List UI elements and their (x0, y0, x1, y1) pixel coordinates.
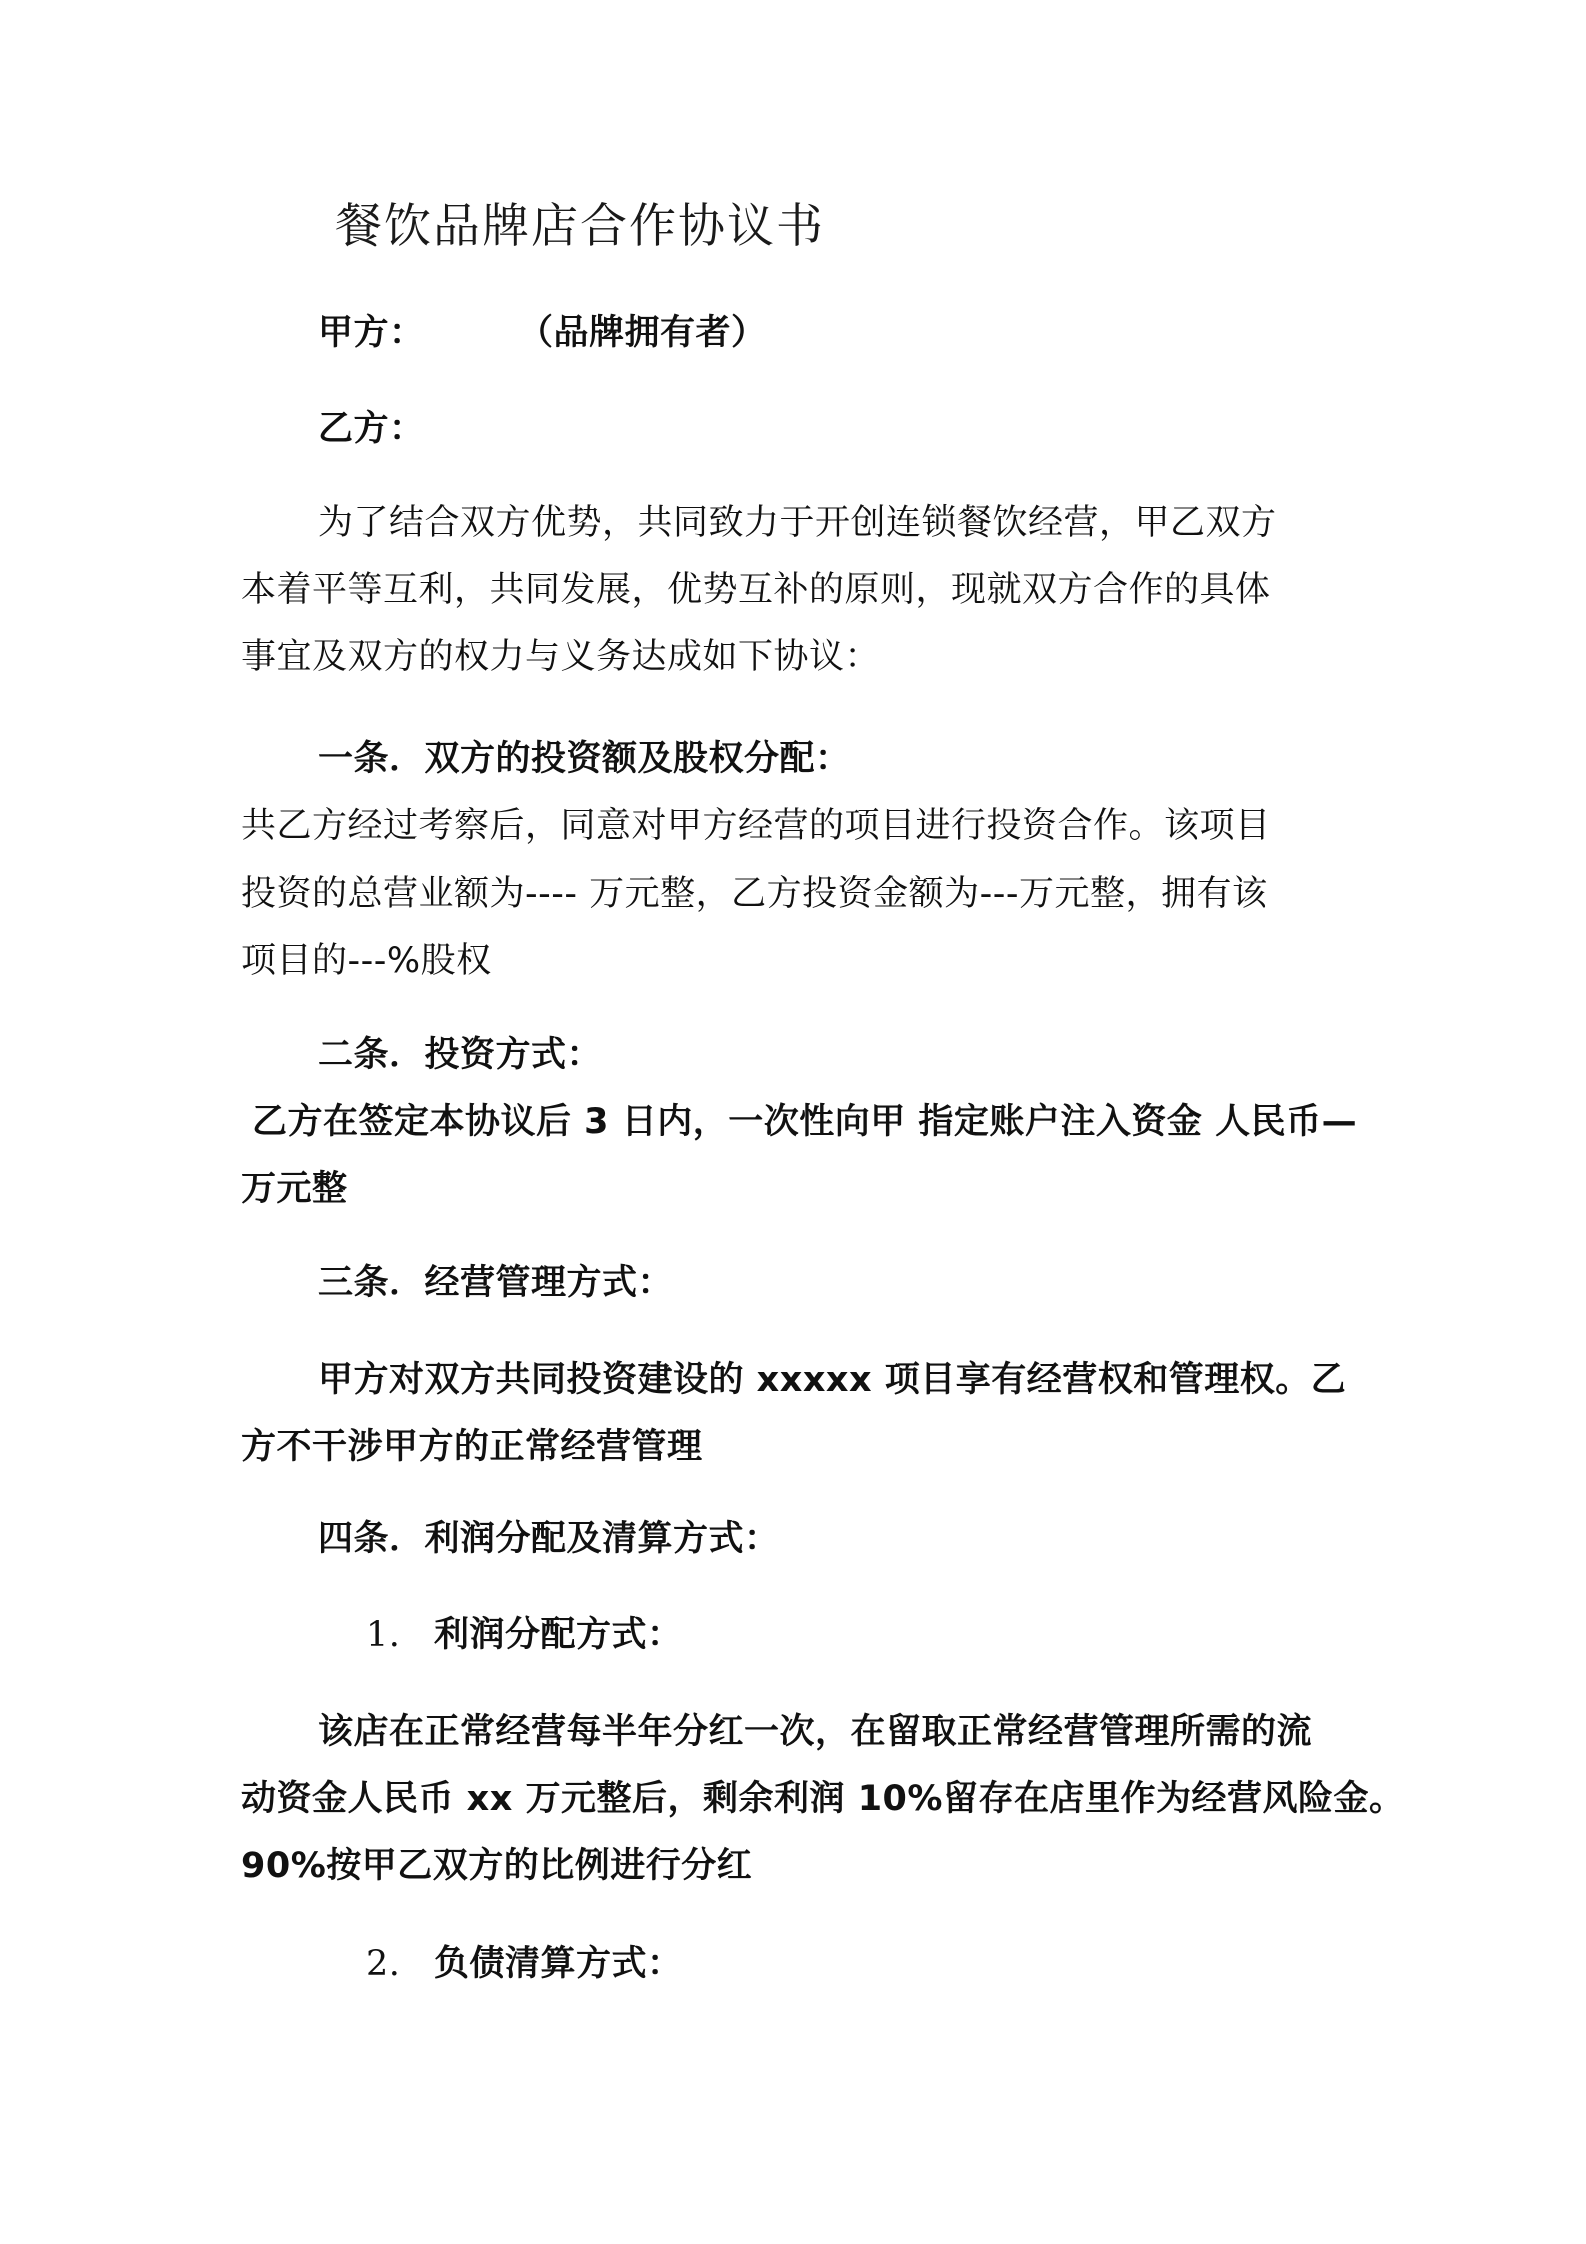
article-4-heading: 四条．利润分配及清算方式： (318, 1519, 780, 1559)
article-4-item-1-line-2: 动资金人民币 xx 万元整后，剩余利润 10%留存在店里作为经营风险金。 (241, 1779, 1405, 1819)
article-3-line-1: 甲方对双方共同投资建设的 xxxxx 项目享有经营权和管理权。乙 (318, 1360, 1347, 1400)
article-4-item-2-number: 2. (366, 1944, 401, 1984)
article-4-item-1-label: 利润分配方式： (434, 1615, 683, 1655)
article-1-line-2: 投资的总营业额为---- 万元整，乙方投资金额为---万元整，拥有该 (241, 874, 1268, 914)
article-3-line-2: 方不干涉甲方的正常经营管理 (241, 1427, 703, 1467)
document-title: 餐饮品牌店合作协议书 (335, 199, 825, 254)
article-4-item-1-line-3: 90%按甲乙双方的比例进行分红 (241, 1846, 753, 1886)
article-4-item-1-line-1: 该店在正常经营每半年分红一次，在留取正常经营管理所需的流 (318, 1712, 1313, 1752)
article-2-line-2: 万元整 (241, 1169, 348, 1209)
party-a-role: （品牌拥有者） (518, 313, 767, 353)
article-4-item-2-label: 负债清算方式： (434, 1944, 683, 1984)
article-2-heading: 二条．投资方式： (318, 1035, 603, 1075)
intro-line-3: 事宜及双方的权力与义务达成如下协议： (241, 637, 881, 677)
article-1-heading: 一条．双方的投资额及股权分配： (318, 739, 851, 779)
article-4-item-1-number: 1. (366, 1615, 401, 1655)
article-1-line-1: 共乙方经过考察后，同意对甲方经营的项目进行投资合作。该项目 (241, 806, 1271, 846)
intro-line-2: 本着平等互利，共同发展，优势互补的原则，现就双方合作的具体 (241, 570, 1271, 610)
intro-line-1: 为了结合双方优势，共同致力于开创连锁餐饮经营，甲乙双方 (318, 503, 1277, 543)
party-b-label: 乙方： (318, 409, 425, 449)
article-2-line-1: 乙方在签定本协议后 3 日内，一次性向甲 指定账户注入资金 人民币— (252, 1102, 1358, 1142)
article-1-line-3: 项目的---%股权 (241, 941, 492, 981)
party-a-label: 甲方： (318, 313, 425, 353)
article-3-heading: 三条．经营管理方式： (318, 1263, 674, 1303)
